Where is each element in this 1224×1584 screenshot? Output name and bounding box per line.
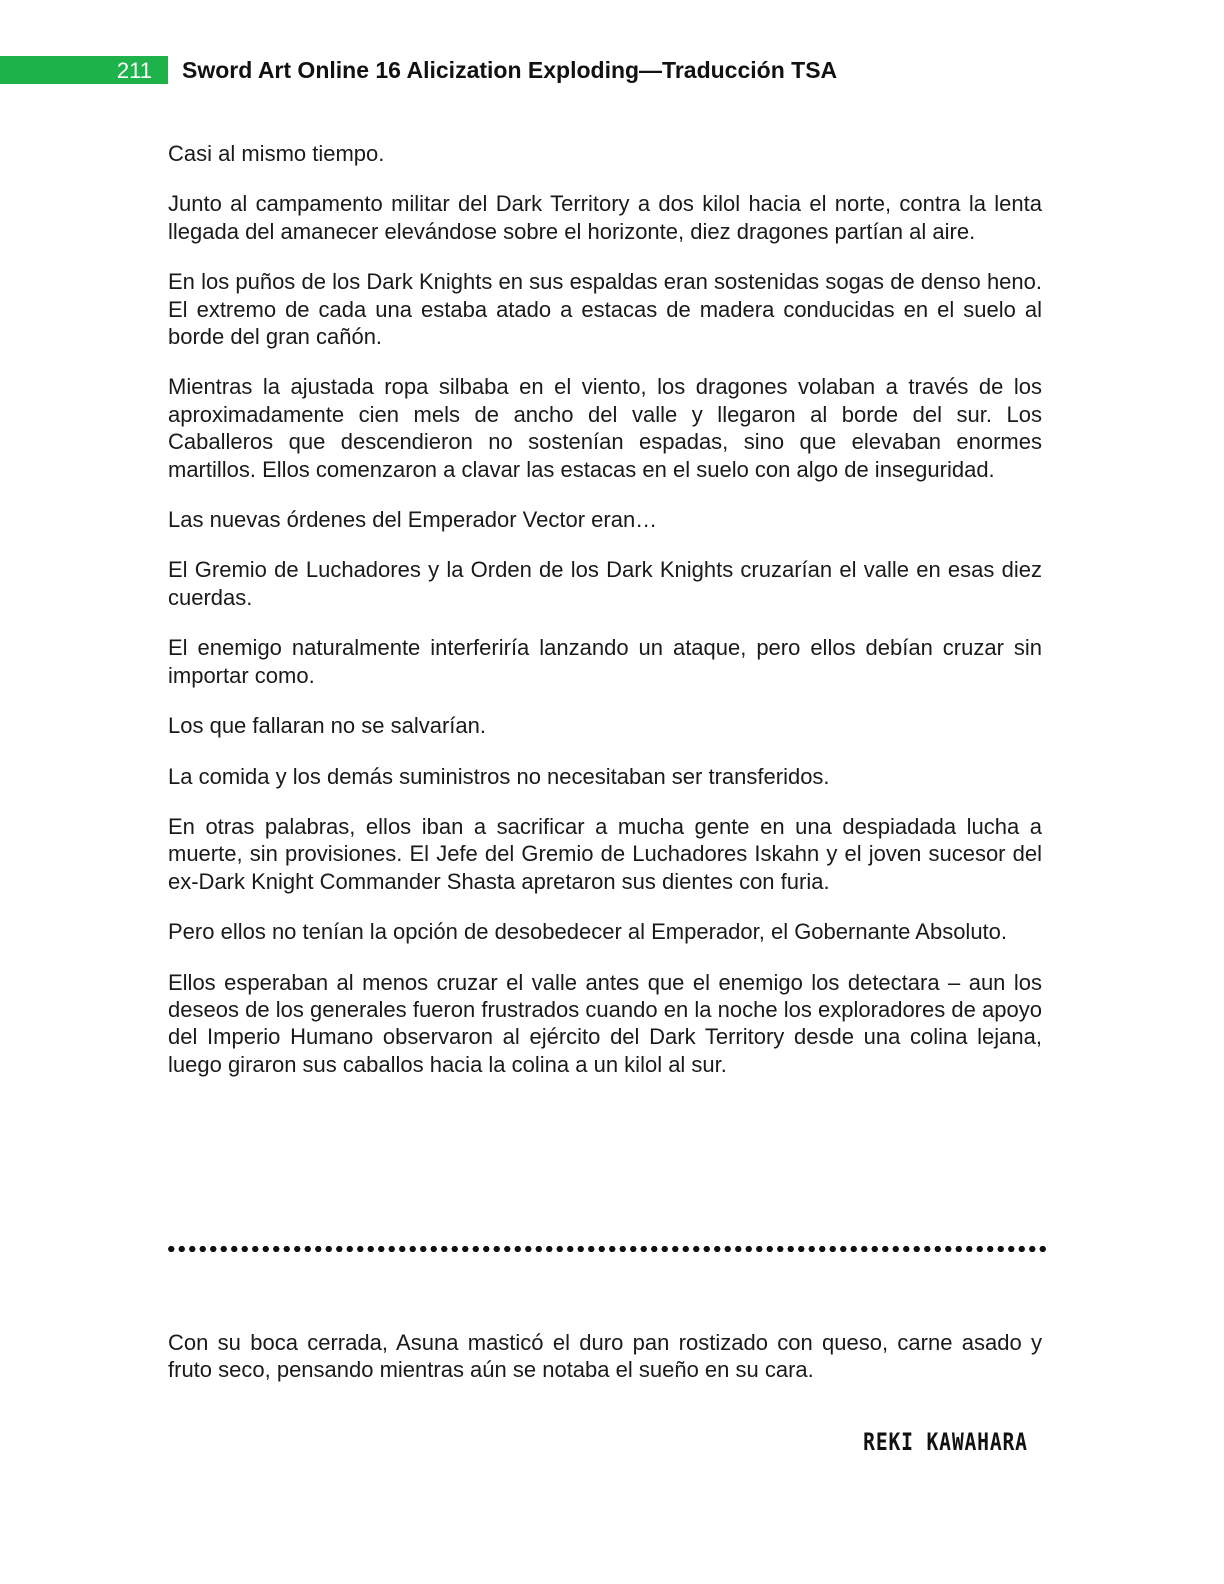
paragraph: Las nuevas órdenes del Emperador Vector eran… (168, 507, 658, 533)
paragraph: El Gremio de Luchadores y la Orden de los Dark Knights cruzarían el valle en esas diez cuerdas. (168, 557, 1042, 610)
paragraph: Con su boca cerrada, Asuna masticó el duro pan rostizado con queso, carne asado y fruto seco, pensando mientras aún se notaba el sueño en su cara. (168, 1330, 1042, 1383)
paragraph: El enemigo naturalmente interferiría lanzando un ataque, pero ellos debían cruzar sin importar como. (168, 635, 1042, 688)
paragraph: Ellos esperaban al menos cruzar el valle antes que el enemigo los detectara – aun los deseos de los generales fueron frustrados cuando en la noche los exploradores de apoyo del Imperio Humano observaron al ejército del Dark Territory desde una colina lejana, luego giraron sus caballos hacia la colina a un kilol al sur. (168, 969, 1042, 1077)
author-name: REKI KAWAHARA (863, 1428, 1028, 1456)
paragraph: La comida y los demás suministros no necesitaban ser transferidos. (168, 763, 830, 789)
paragraph: En los puños de los Dark Knights en sus espaldas eran sostenidas sogas de denso heno. El extremo de cada una estaba atado a estacas de madera conducidas en el suelo al borde del gran cañón. (168, 269, 1042, 350)
scene-break-divider (166, 1245, 1046, 1253)
paragraph: Pero ellos no tenían la opción de desobedecer al Emperador, el Gobernante Absoluto. (168, 919, 1008, 945)
paragraph: Junto al campamento militar del Dark Territory a dos kilol hacia el norte, contra la lenta llegada del amanecer elevándose sobre el horizonte, diez dragones partían al aire. (168, 191, 1042, 244)
paragraph: Mientras la ajustada ropa silbaba en el viento, los dragones volaban a través de los aproximadamente cien mels de ancho del valle y llegaron al borde del sur. Los Caballeros que descendieron no sostenían espadas, sino que elevaban enormes martillos. Ellos comenzaron a clavar las estacas en el suelo con algo de inseguridad. (168, 374, 1042, 482)
closing-text (168, 1329, 1042, 1407)
book-title-header: Sword Art Online 16 Alicization Exploding—Traducción TSA (182, 57, 838, 83)
paragraph: En otras palabras, ellos iban a sacrificar a mucha gente en una despiadada lucha a muerte, sin provisiones. El Jefe del Gremio de Luchadores Iskahn y el joven sucesor del ex-Dark Knight Commander Shasta apretaron sus dientes con furia. (168, 813, 1042, 894)
paragraph: Los que fallaran no se salvarían. (168, 713, 486, 739)
body-text (168, 140, 1042, 1101)
paragraph: Casi al mismo tiempo. (168, 141, 385, 166)
page-number: 211 (116, 58, 152, 83)
page-number-bar (0, 56, 168, 84)
